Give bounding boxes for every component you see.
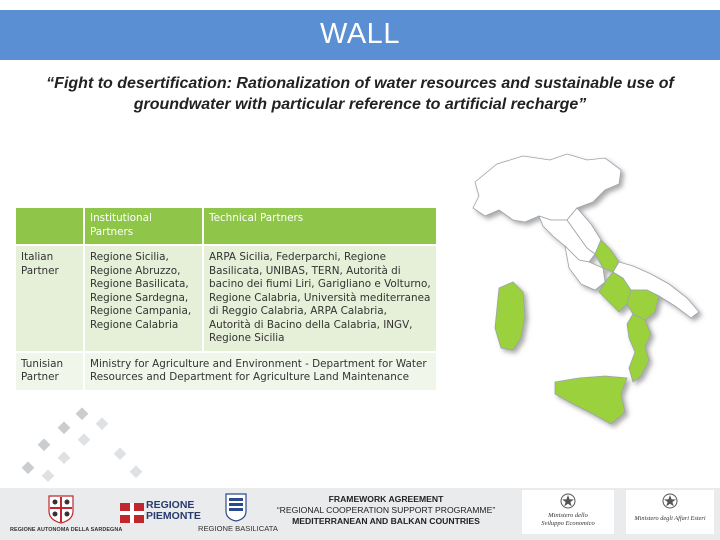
basilicata-crest-icon bbox=[224, 492, 248, 522]
italy-map bbox=[455, 150, 715, 470]
table-header-empty bbox=[15, 207, 84, 245]
italian-institutional-partners: Regione Sicilia, Regione Abruzzo, Regione Basilicata, Regione Sardegna, Regione Campania, Regione Calabria bbox=[84, 245, 203, 352]
table-header-technical: Technical Partners bbox=[203, 207, 437, 245]
row-label-italian: Italian Partner bbox=[15, 245, 84, 352]
map-sicily bbox=[555, 376, 627, 424]
piemonte-crest-icon bbox=[120, 503, 144, 523]
page-title: WALL bbox=[320, 18, 400, 50]
deco-square bbox=[58, 421, 71, 434]
map-north-italy bbox=[473, 154, 621, 222]
table-header-institutional: Institutional Partners bbox=[84, 207, 203, 245]
sardegna-crest-icon bbox=[46, 494, 76, 524]
project-subtitle bbox=[20, 73, 700, 115]
piemonte-logo-line-2: PIEMONTE bbox=[146, 510, 201, 522]
map-sardinia bbox=[495, 282, 525, 350]
deco-square bbox=[22, 461, 35, 474]
ministry-sviluppo-text bbox=[522, 512, 614, 528]
ministry-sviluppo-logo bbox=[522, 490, 614, 534]
italian-emblem-icon bbox=[660, 492, 680, 510]
deco-square bbox=[96, 417, 109, 430]
ministry-sviluppo-line-2: Sviluppo Economico bbox=[541, 520, 595, 527]
framework-line-2: “REGIONAL COOPERATION SUPPORT PROGRAMME” bbox=[276, 505, 496, 515]
framework-line-1: FRAMEWORK AGREEMENT bbox=[328, 494, 444, 504]
deco-square bbox=[76, 407, 89, 420]
table-row bbox=[15, 352, 437, 391]
italian-technical-partners: ARPA Sicilia, Federparchi, Regione Basilicata, UNIBAS, TERN, Autorità di bacino dei fiumi Liri, Garigliano e Volturno, Regione Calabria, Università mediterranea di Reggio Calabria, ARPA Calabria, Autorità di Bacino della Calabria, INGV, Regione Sicilia bbox=[203, 245, 437, 352]
tunisian-partners: Ministry for Agriculture and Environment - Department for Water Resources and Department for Agriculture Land Maintenance bbox=[84, 352, 437, 391]
piemonte-logo-line-1: REGIONE bbox=[146, 499, 195, 511]
piemonte-logo-text bbox=[146, 500, 201, 522]
deco-square bbox=[58, 451, 71, 464]
table-header-row bbox=[15, 207, 437, 245]
subtitle-line-1: “Fight to desertification: Rationalization of water resources and sustainable use of bbox=[46, 75, 674, 92]
map-calabria bbox=[627, 314, 651, 382]
deco-square bbox=[78, 433, 91, 446]
italian-emblem-icon bbox=[558, 492, 578, 510]
deco-square bbox=[38, 438, 51, 451]
decorative-squares bbox=[20, 405, 150, 490]
deco-square bbox=[130, 465, 143, 478]
framework-agreement-text bbox=[276, 494, 496, 527]
ministry-esteri-text: Ministero degli Affari Esteri bbox=[634, 515, 706, 522]
row-label-tunisian: Tunisian Partner bbox=[15, 352, 84, 391]
partners-table bbox=[14, 206, 438, 392]
sardegna-logo-text: REGIONE AUTONOMA DELLA SARDEGNA bbox=[10, 527, 123, 533]
basilicata-logo-text: REGIONE BASILICATA bbox=[198, 524, 278, 533]
ministry-esteri-logo bbox=[626, 490, 714, 534]
deco-square bbox=[114, 447, 127, 460]
ministry-sviluppo-line-1: Ministero dello bbox=[548, 512, 588, 519]
subtitle-line-2: groundwater with particular reference to artificial recharge” bbox=[133, 96, 587, 113]
deco-square bbox=[42, 469, 55, 482]
framework-line-3: MEDITERRANEAN AND BALKAN COUNTRIES bbox=[292, 516, 480, 526]
table-row bbox=[15, 245, 437, 352]
